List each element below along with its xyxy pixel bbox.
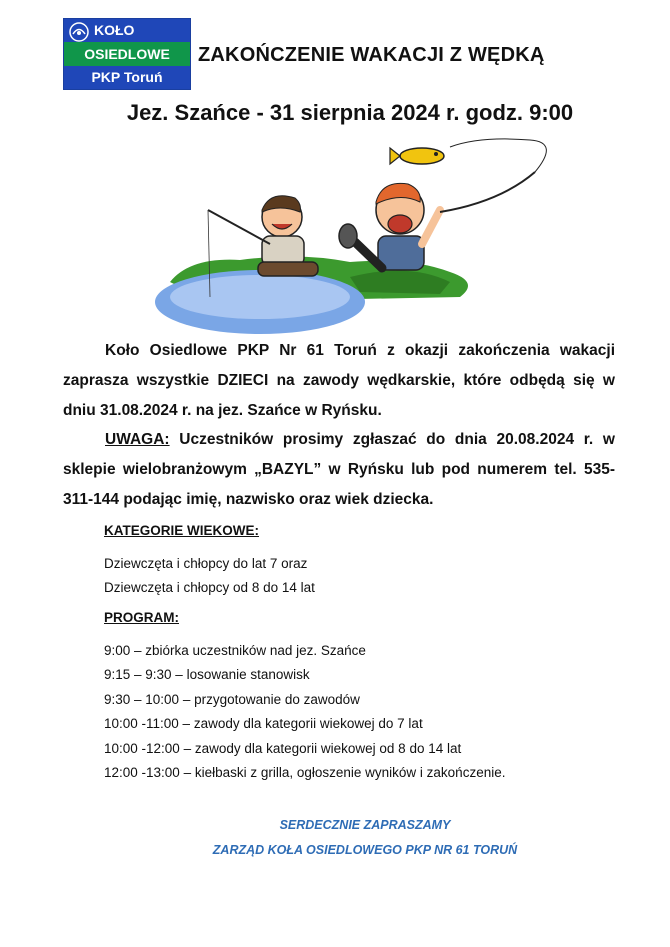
program-item: 9:15 – 9:30 – losowanie stanowisk	[104, 667, 310, 682]
notice-text: Uczestników prosimy zgłaszać do dnia 20.08.2024 r. w sklepie wielobranżowym „BAZYL” w Ryńsku lub pod numerem tel. 535-311-144 podając imię, nazwisko oraz wiek dziecka.	[63, 431, 615, 508]
club-logo	[63, 18, 191, 90]
program-heading: PROGRAM:	[104, 610, 179, 625]
signature-line: ZARZĄD KOŁA OSIEDLOWEGO PKP NR 61 TORUŃ	[212, 843, 518, 857]
emblem-icon	[67, 21, 91, 43]
notice-paragraph	[63, 425, 615, 515]
intro-text: Koło Osiedlowe PKP Nr 61 Toruń z okazji zakończenia wakacji zaprasza wszystkie DZIECI na zawody wędkarskie, które odbędą się w dniu 31.08.2024 r. na jez. Szańce w Ryńsku.	[63, 342, 615, 419]
logo-line-3: PKP Toruń	[64, 66, 190, 89]
program-item: 10:00 -12:00 – zawody dla kategorii wiekowej od 8 do 14 lat	[104, 740, 462, 756]
program-section	[104, 606, 624, 786]
program-item: 12:00 -13:00 – kiełbaski z grilla, ogłoszenie wyników i zakończenie.	[104, 765, 506, 780]
event-date-location: Jez. Szańce - 31 sierpnia 2024 r. godz. 9:00	[126, 100, 574, 125]
category-item: Dziewczęta i chłopcy od 8 do 14 lat	[104, 580, 315, 595]
category-item: Dziewczęta i chłopcy do lat 7 oraz	[104, 555, 308, 571]
invitation-line: SERDECZNIE ZAPRASZAMY	[279, 818, 451, 832]
notice-label: UWAGA:	[105, 431, 170, 448]
intro-paragraph	[63, 336, 615, 426]
page-title: ZAKOŃCZENIE WAKACJI Z WĘDKĄ	[198, 44, 545, 66]
categories-heading: KATEGORIE WIEKOWE:	[104, 523, 259, 538]
logo-line-1: KOŁO	[64, 19, 190, 42]
logo-line-2: OSIEDLOWE	[64, 42, 190, 66]
program-item: 10:00 -11:00 – zawody dla kategorii wiekowej do 7 lat	[104, 716, 423, 731]
categories-section	[104, 519, 624, 601]
program-item: 9:00 – zbiórka uczestników nad jez. Szańce	[104, 642, 366, 658]
program-item: 9:30 – 10:00 – przygotowanie do zawodów	[104, 691, 360, 707]
fishing-kids-illustration	[150, 132, 570, 342]
